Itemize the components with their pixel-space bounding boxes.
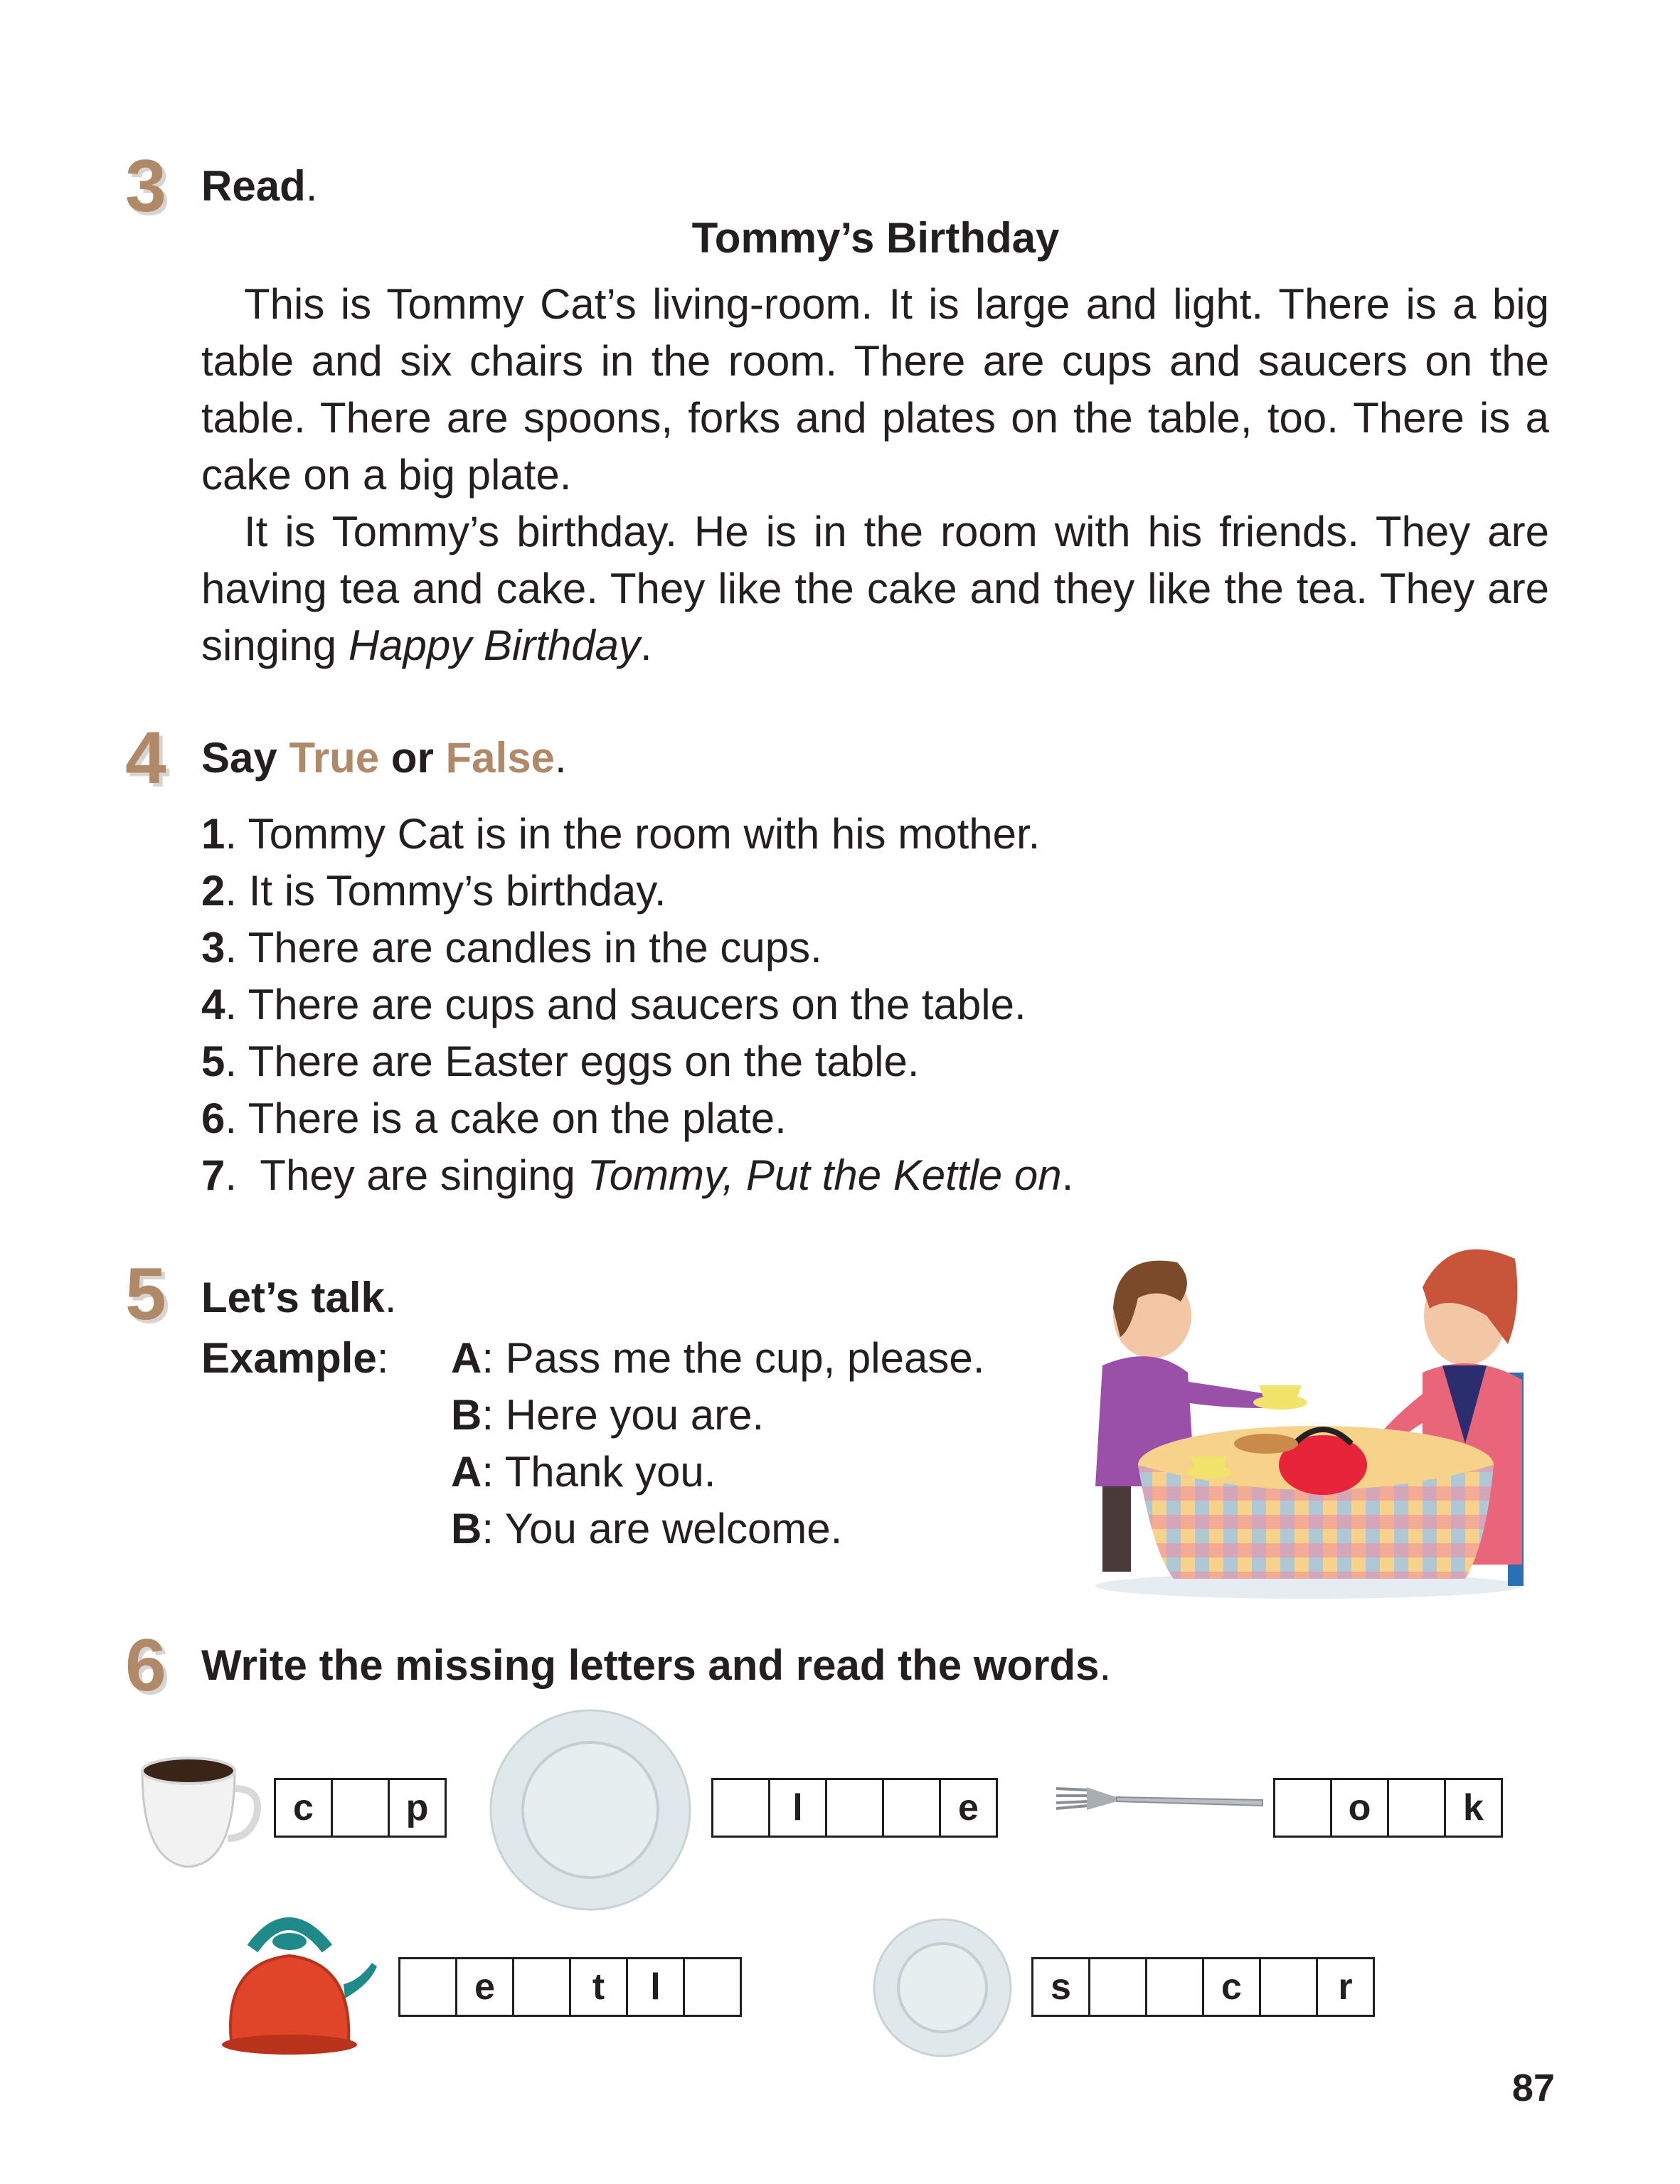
exercise-4-number: 4 [125,717,166,799]
letter-box[interactable]: l [628,1959,685,2015]
statement-item: 6. There is a cake on the plate. [201,1094,787,1142]
exercise-3-instruction: Read. [201,162,318,210]
letter-box[interactable] [514,1959,571,2015]
dialogue-line: B: Here you are. [451,1391,765,1439]
page-number: 87 [1511,2067,1555,2109]
fork-icon [1053,1774,1266,1824]
letter-box[interactable] [1090,1959,1147,2015]
saucer-icon [871,1917,1014,2059]
exercise-3-number: 3 [125,145,166,228]
song-title: Tommy, Put the Kettle on [587,1151,1062,1199]
letter-box[interactable]: c [276,1780,333,1836]
dialogue-line: A: Thank you. [451,1448,716,1496]
letter-box[interactable]: l [770,1780,827,1836]
letter-box[interactable] [1275,1780,1332,1836]
true-word: True [289,734,380,782]
story-text [201,276,1549,674]
exercise-5-instruction: Let’s talk. [201,1274,397,1321]
dialogue-line: B: You are welcome. [451,1505,843,1552]
letter-box[interactable]: e [457,1959,514,2015]
kettle-icon [210,1899,381,2062]
exercise-4-instruction: Say True or False. [201,734,567,782]
letter-box[interactable]: t [571,1959,628,2015]
letter-box[interactable]: r [1318,1959,1375,2015]
statement-item: 1. Tommy Cat is in the room with his mother. [201,810,1041,858]
letter-box[interactable] [827,1780,884,1836]
statement-item: 2. It is Tommy’s birthday. [201,867,666,915]
letter-box[interactable] [713,1780,770,1836]
song-title: Happy Birthday [348,622,641,669]
letter-box[interactable]: c [1204,1959,1261,2015]
statement-item: 4. There are cups and saucers on the table. [201,981,1026,1028]
plate-icon [487,1707,693,1913]
example-label: Example: [201,1334,389,1382]
story-paragraph-2: It is Tommy’s birthday. He is in the room with his friends. They are having tea and cake. They like the cake and they like the tea. They are singing Happy Birthday. [201,508,1549,669]
dialogue [451,1330,984,1557]
read-label: Read [201,162,306,210]
false-word: False [445,734,555,782]
tea-party-illustration [1053,1230,1572,1600]
cup-icon [121,1749,263,1870]
dialogue-line: A: Pass me the cup, please. [451,1334,985,1382]
statement-item: 5. There are Easter eggs on the table. [201,1038,920,1085]
word-boxes-plate [711,1778,998,1838]
statement-item: 3. There are candles in the cups. [201,924,822,971]
letter-box[interactable] [1147,1959,1204,2015]
letter-box[interactable] [400,1959,457,2015]
letter-box[interactable] [685,1959,742,2015]
letter-box[interactable] [884,1780,941,1836]
word-boxes-cup [274,1778,447,1838]
story-title: Tommy’s Birthday [691,214,1060,262]
word-boxes-saucer [1031,1957,1375,2017]
word-boxes-fork [1273,1778,1503,1838]
letter-box[interactable]: p [390,1780,447,1836]
letter-box[interactable] [1261,1959,1318,2015]
letter-box[interactable]: e [941,1780,998,1836]
letter-box[interactable]: k [1446,1780,1503,1836]
word-boxes-kettle [398,1957,742,2017]
true-false-list [201,806,1073,1204]
story-paragraph-1: This is Tommy Cat’s living-room. It is large and light. There is a big table and six chairs in the room. There are cups and saucers on the table. There are spoons, forks and plates on the table, too. There is a cake on a big plate. [201,280,1549,499]
letter-box[interactable] [333,1780,390,1836]
statement-item: 7. They are singing Tommy, Put the Kettle on. [201,1151,1074,1199]
letter-box[interactable] [1389,1780,1446,1836]
exercise-5-number: 5 [125,1253,166,1336]
letter-box[interactable]: o [1332,1780,1389,1836]
letter-box[interactable]: s [1033,1959,1090,2015]
exercise-6-number: 6 [125,1624,166,1707]
exercise-6-instruction: Write the missing letters and read the words. [201,1641,1112,1689]
